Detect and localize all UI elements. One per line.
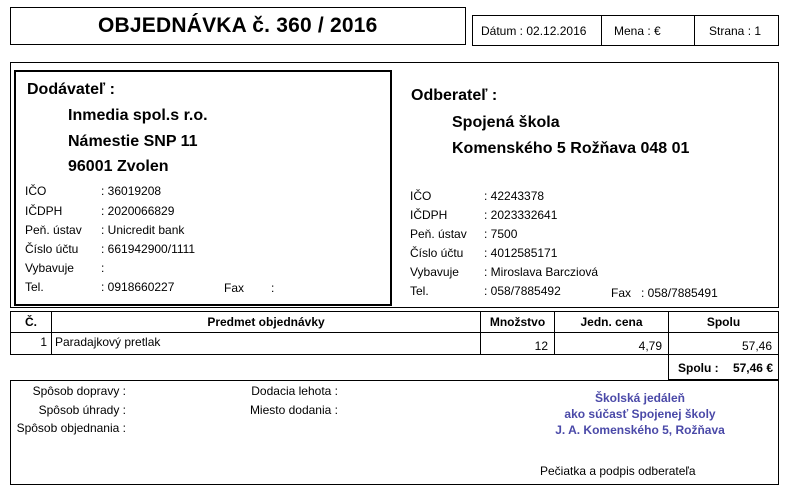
order-method-label: Spôsob objednania : xyxy=(16,421,126,435)
customer-heading: Odberateľ : xyxy=(411,87,498,104)
currency-field xyxy=(614,24,661,38)
col-header-num: Č. xyxy=(10,311,52,333)
delivery-time-label: Dodacia lehota : xyxy=(251,384,338,398)
supplier-icdph-value: : 2020066829 xyxy=(101,204,175,218)
customer-tel-label: Tel. xyxy=(410,284,429,298)
customer-icdph-value: : 2023332641 xyxy=(484,208,558,222)
stamp-line-2: ako súčasť Spojenej školy xyxy=(564,407,716,421)
signature-label: Pečiatka a podpis odberateľa xyxy=(540,464,696,478)
supplier-account-label: Číslo účtu xyxy=(25,242,79,256)
supplier-account-value: : 661942900/1111 xyxy=(101,242,196,256)
customer-contact-value: : Miroslava Barcziová xyxy=(484,265,599,279)
stamp-line-1: Školská jedáleň xyxy=(594,391,686,405)
supplier-tel-label: Tel. xyxy=(25,280,44,294)
items-table xyxy=(10,311,779,387)
supplier-heading: Dodávateľ : xyxy=(27,81,115,98)
delivery-place-label: Miesto dodania : xyxy=(249,403,338,417)
currency-value: € xyxy=(654,24,661,38)
supplier-tel-value: : 0918660227 xyxy=(101,280,175,294)
customer-name: Spojená škola xyxy=(452,114,560,131)
currency-label: Mena : xyxy=(614,24,651,38)
supplier-bank-value: : Unicredit bank xyxy=(101,223,185,237)
col-header-total: Spolu xyxy=(668,311,779,333)
row-unit: 4,79 xyxy=(554,332,669,355)
col-header-unit: Jedn. cena xyxy=(554,311,669,333)
customer-account-value: : 4012585171 xyxy=(484,246,558,260)
row-qty: 12 xyxy=(480,332,555,355)
col-header-qty: Množstvo xyxy=(480,311,555,333)
date-label: Dátum : xyxy=(481,24,524,38)
customer-ico-value: : 42243378 xyxy=(484,189,545,203)
supplier-ico-label: IČO xyxy=(25,184,47,198)
date-field xyxy=(481,24,586,38)
page-label: Strana : xyxy=(709,24,752,38)
customer-icdph-label: IČDPH xyxy=(410,208,448,222)
payment-label: Spôsob úhrady : xyxy=(38,403,126,417)
supplier-street: Námestie SNP 11 xyxy=(68,133,198,150)
customer-tel-value: : 058/7885492 xyxy=(484,284,561,298)
supplier-contact-label: Vybavuje xyxy=(25,261,74,275)
supplier-bank-label: Peň. ústav xyxy=(25,223,82,237)
supplier-icdph-label: IČDPH xyxy=(25,204,63,218)
row-item: Paradajkový pretlak xyxy=(55,335,161,349)
sum-value: 57,46 € xyxy=(732,361,773,375)
supplier-ico-value: : 36019208 xyxy=(101,184,162,198)
customer-contact-label: Vybavuje xyxy=(410,265,459,279)
supplier-name: Inmedia spol.s r.o. xyxy=(68,107,208,124)
supplier-city: 96001 Zvolen xyxy=(68,158,169,175)
row-total: 57,46 xyxy=(668,332,779,355)
supplier-fax-value: : xyxy=(271,281,275,295)
page-value: 1 xyxy=(754,24,762,38)
customer-account-label: Číslo účtu xyxy=(410,246,464,260)
row-num: 1 xyxy=(40,335,47,349)
page-field xyxy=(709,24,761,38)
supplier-fax-label: Fax xyxy=(224,281,245,295)
page-title: OBJEDNÁVKA č. 360 / 2016 xyxy=(98,14,378,37)
date-value: 02.12.2016 xyxy=(526,24,587,38)
col-header-item: Predmet objednávky xyxy=(51,311,481,333)
customer-address: Komenského 5 Rožňava 048 01 xyxy=(452,140,690,157)
stamp-line-3: J. A. Komenského 5, Rožňava xyxy=(555,423,725,437)
customer-bank-value: : 7500 xyxy=(484,227,518,241)
stamp xyxy=(520,390,760,438)
customer-fax-label: Fax xyxy=(611,286,632,300)
sum-label: Spolu : xyxy=(678,361,719,375)
customer-fax-value: : 058/7885491 xyxy=(641,286,718,300)
customer-bank-label: Peň. ústav xyxy=(410,227,467,241)
transport-label: Spôsob dopravy : xyxy=(32,384,126,398)
customer-ico-label: IČO xyxy=(410,189,432,203)
supplier-contact-value: : xyxy=(101,261,105,275)
